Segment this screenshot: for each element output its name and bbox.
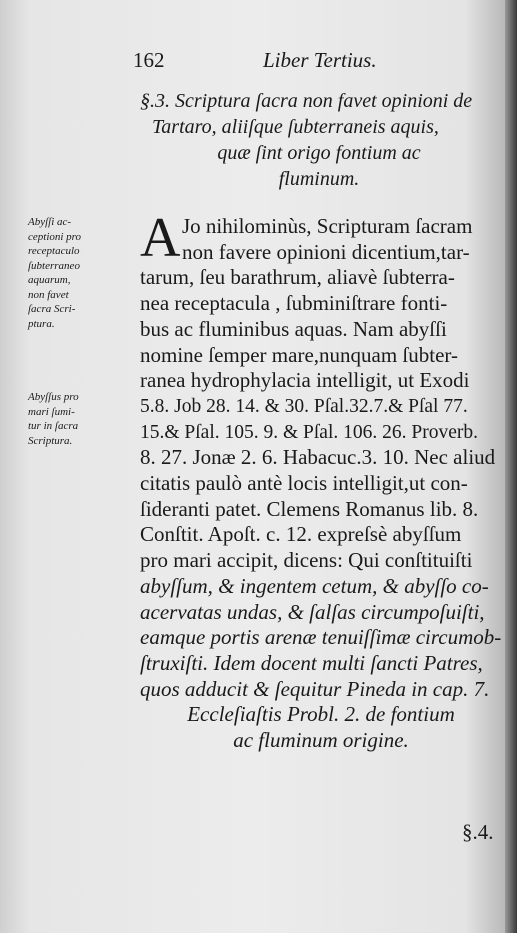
- body-line: 5.8. Job 28. 14. & 30. Pſal.32.7.& Pſal 77.: [140, 395, 468, 417]
- margin-note-line: Abyſſi ac-: [28, 216, 72, 228]
- margin-note-line: receptaculo: [28, 245, 80, 257]
- body-line: eamque portis arenæ tenuiſſimæ circumob-: [140, 625, 502, 650]
- margin-note-line: non favet: [28, 288, 69, 301]
- body-line: nea receptacula , ſubminiſtrare fonti-: [140, 291, 448, 316]
- running-title: Liber Tertius.: [263, 48, 377, 72]
- body-line: bus ac fluminibus aquas. Nam abyſſi: [140, 316, 447, 341]
- body-line: Jo nihilominùs, Scripturam ſacram: [182, 214, 473, 238]
- page-gutter-shadow: [505, 0, 517, 933]
- body-line: quos adducit & ſequitur Pineda in cap. 7.: [140, 676, 490, 701]
- margin-note-line: ſacra Scri-: [28, 303, 76, 315]
- body-line: ac fluminum origine.: [233, 728, 409, 753]
- body-line: acervatas undas, & ſalſas circumpoſuiſti,: [140, 599, 485, 624]
- body-line: ranea hydrophylacia intelligit, ut Exodi: [140, 368, 470, 393]
- body-line: 15.& Pſal. 105. 9. & Pſal. 106. 26. Proverb.: [140, 421, 478, 443]
- body-line: 8. 27. Jonæ 2. 6. Habacuc.3. 10. Nec aliud: [140, 445, 496, 470]
- heading-line: fluminum.: [278, 168, 360, 190]
- drop-cap: A: [140, 207, 181, 269]
- body-line: tarum, ſeu barathrum, aliavè ſubterra-: [140, 265, 455, 290]
- margin-note-line: aquarum,: [28, 274, 71, 286]
- heading-line: quæ ſint origo fontium ac: [217, 142, 421, 164]
- heading-line: §.3. Scriptura ſacra non favet opinioni de: [140, 90, 473, 112]
- body-line: citatis paulò antè locis intelligit,ut con-: [140, 471, 468, 496]
- body-line: ſtruxiſti. Idem docent multi ſancti Patres,: [140, 650, 483, 675]
- margin-note-abyss-acceptation: [28, 215, 130, 331]
- catchword: §.4.: [462, 820, 494, 844]
- margin-note-line: ptura.: [28, 317, 55, 330]
- margin-note-line: tur in ſacra: [28, 420, 79, 432]
- body-line: abyſſum, & ingentem cetum, & abyſſo co-: [140, 573, 489, 598]
- body-line: pro mari accipit, dicens: Qui conſtituiſti: [140, 548, 473, 573]
- margin-note-abyss-sea: [28, 390, 130, 448]
- body-line: non favere opinioni dicentium,tar-: [182, 239, 470, 264]
- margin-note-line: mari ſumi-: [28, 405, 75, 418]
- margin-note-line: Scriptura.: [28, 434, 73, 447]
- body-line: Conſtit. Apoſt. c. 12. expreſsè abyſſum: [140, 522, 462, 547]
- margin-note-line: ſubterraneo: [28, 259, 80, 272]
- margin-note-line: Abyſſus pro: [28, 391, 79, 403]
- margin-note-line: ceptioni pro: [28, 230, 82, 243]
- heading-line: Tartaro, aliiſque ſubterraneis aquis,: [152, 116, 439, 138]
- body-line: ſideranti patet. Clemens Romanus lib. 8.: [140, 496, 479, 521]
- page-number: 162: [133, 48, 165, 72]
- body-line: nomine ſemper mare,nunquam ſubter-: [140, 342, 458, 367]
- body-line: Eccleſiaſtis Probl. 2. de fontium: [187, 702, 455, 727]
- section-heading: [140, 88, 498, 192]
- page-header: [0, 48, 505, 78]
- body-text: [140, 214, 502, 754]
